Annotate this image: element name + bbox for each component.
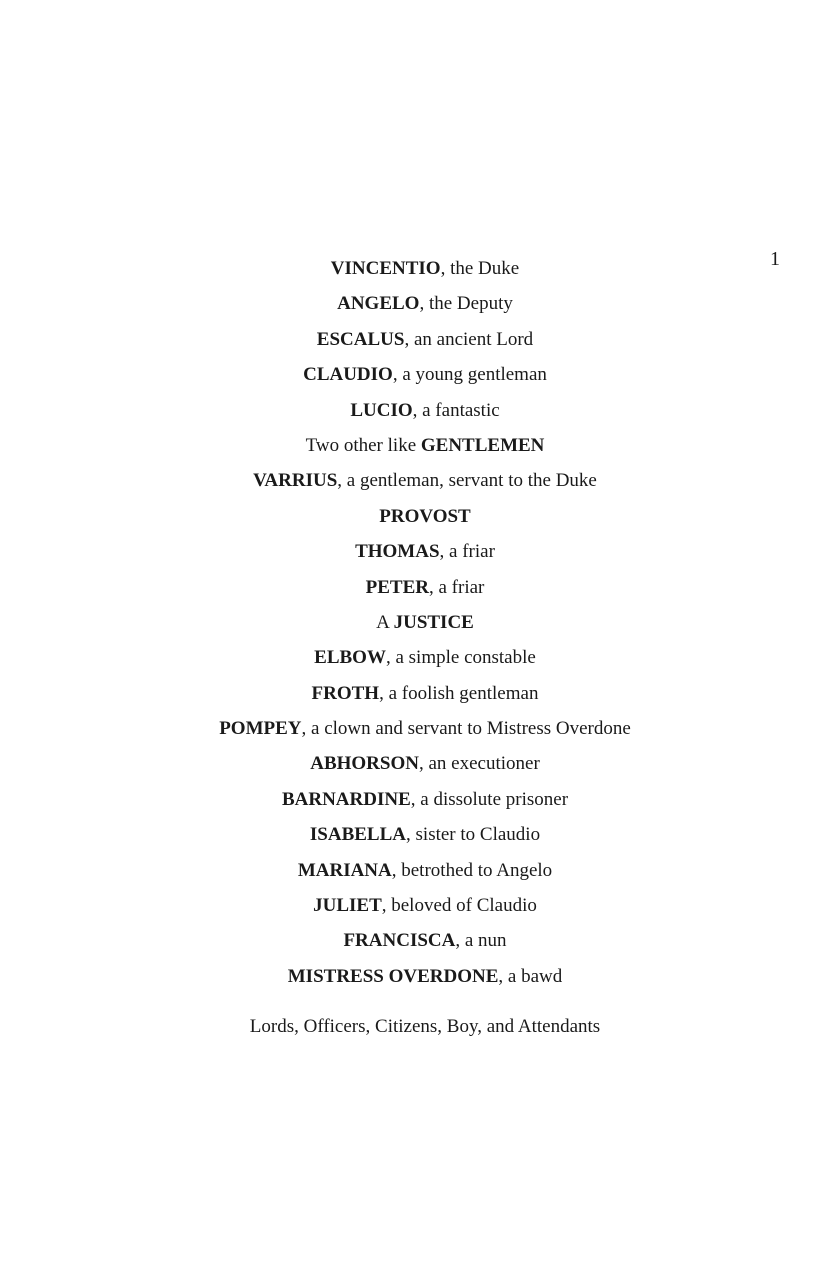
cast-name: ESCALUS [316, 328, 405, 350]
cast-description: , a bawd [498, 965, 563, 987]
cast-entry [0, 399, 825, 434]
cast-entry [0, 929, 825, 964]
cast-entry [0, 717, 825, 752]
cast-entry [0, 859, 825, 894]
cast-name: ISABELLA [309, 824, 407, 846]
cast-entry [0, 363, 825, 398]
cast-name: BARNARDINE [281, 788, 411, 810]
cast-description: , sister to Claudio [406, 824, 541, 846]
cast-prefix: Two other like [305, 434, 421, 456]
cast-description: , beloved of Claudio [381, 895, 537, 917]
cast-entry [0, 540, 825, 575]
cast-prefix: A [376, 611, 394, 633]
cast-name: FRANCISCA [343, 930, 456, 952]
cast-list [0, 257, 825, 1000]
cast-description: , an ancient Lord [404, 328, 534, 350]
cast-name: GENTLEMEN [420, 434, 545, 456]
cast-description: , a foolish gentleman [379, 682, 539, 704]
cast-description: , a friar [439, 541, 495, 563]
cast-entry [0, 611, 825, 646]
cast-description: , betrothed to Angelo [391, 859, 553, 881]
cast-entry [0, 434, 825, 469]
cast-entry [0, 894, 825, 929]
cast-name: PROVOST [379, 505, 471, 527]
cast-description: , a simple constable [385, 647, 536, 669]
cast-description: , a friar [428, 576, 485, 598]
cast-name: ABHORSON [310, 753, 419, 775]
cast-name: MISTRESS OVERDONE [287, 965, 499, 987]
cast-name: VARRIUS [253, 470, 338, 492]
cast-entry [0, 965, 825, 1000]
cast-entry [0, 257, 825, 292]
cast-description: , a fantastic [412, 399, 500, 421]
page-number: 1 [770, 248, 780, 270]
cast-entry [0, 328, 825, 363]
cast-name: POMPEY [219, 718, 302, 740]
cast-entry [0, 646, 825, 681]
cast-entry [0, 752, 825, 787]
cast-name: VINCENTIO [330, 258, 441, 279]
cast-name: MARIANA [297, 859, 392, 881]
cast-description: , a clown and servant to Mistress Overdone [301, 718, 631, 740]
cast-description: , an executioner [418, 753, 540, 775]
cast-name: THOMAS [355, 541, 440, 563]
cast-description: , the Duke [440, 258, 520, 279]
cast-name: JULIET [313, 895, 382, 917]
cast-name: JUSTICE [393, 611, 474, 633]
extras-line: Lords, Officers, Citizens, Boy, and Attendants [249, 1016, 601, 1037]
cast-entry [0, 823, 825, 858]
cast-entry [0, 469, 825, 504]
cast-entry [0, 576, 825, 611]
cast-description: , a dissolute prisoner [410, 788, 569, 810]
cast-name: ANGELO [337, 293, 420, 315]
cast-entry [0, 788, 825, 823]
cast-name: LUCIO [350, 399, 413, 421]
cast-name: PETER [365, 576, 429, 598]
cast-description: , a nun [455, 930, 507, 952]
cast-entry [0, 292, 825, 327]
cast-name: CLAUDIO [303, 364, 393, 386]
cast-name: FROTH [311, 682, 380, 704]
cast-description: , a gentleman, servant to the Duke [337, 470, 597, 492]
cast-description: , the Deputy [419, 293, 513, 315]
cast-entry [0, 682, 825, 717]
cast-entry [0, 505, 825, 540]
cast-name: ELBOW [314, 647, 386, 669]
cast-description: , a young gentleman [392, 364, 547, 386]
